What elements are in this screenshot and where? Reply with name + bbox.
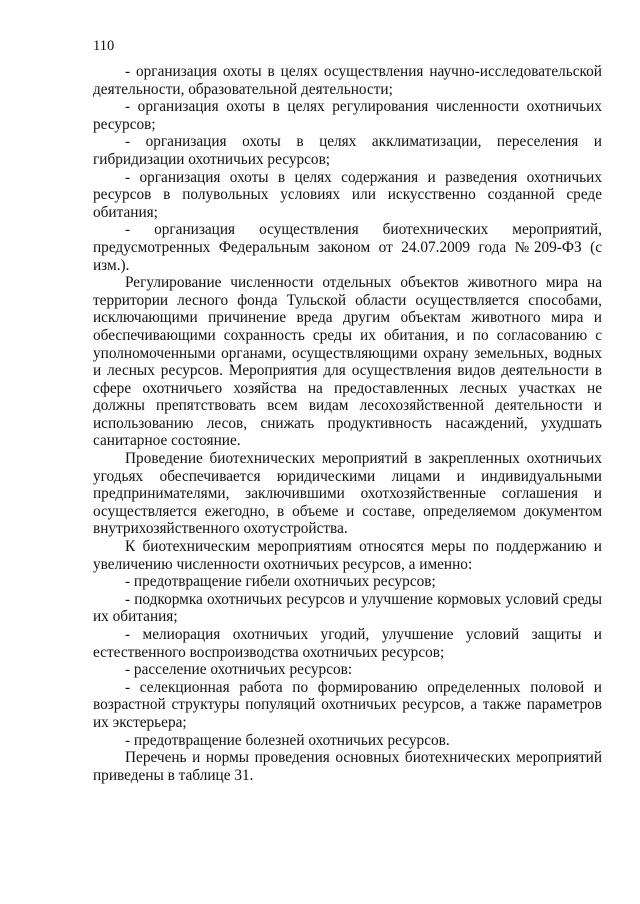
list-item-selection-work: - селекционная работа по формированию определенных половой и возрастной структуры популяций охотничьих ресурсов, а также параметров их экстерьера; [93, 678, 602, 731]
body-text [93, 63, 602, 784]
list-item-resettlement: - расселение охотничьих ресурсов: [125, 661, 353, 679]
page-number: 110 [93, 38, 115, 54]
list-item-biotechnical-measures: - организация осуществления биотехнических мероприятий, предусмотренных Федеральным законом от 24.07.2009 года №209-ФЗ (с изм.). [93, 221, 602, 274]
list-item-research-hunting: - организация охоты в целях осуществления научно-исследовательской деятельности, образовательной деятельности; [93, 63, 602, 98]
list-item-regulation-hunting: - организация охоты в целях регулирования численности охотничьих ресурсов; [93, 98, 602, 133]
paragraph-table-reference: Перечень и нормы проведения основных биотехнических мероприятий приведены в таблице 31. [93, 749, 602, 784]
list-item-death-prevention: - предотвращение гибели охотничьих ресурсов; [125, 573, 436, 591]
list-item-acclimatization-hunting: - организация охоты в целях акклиматизации, переселения и гибридизации охотничьих ресурсов; [93, 133, 602, 168]
paragraph-biotechnical-provision: Проведение биотехнических мероприятий в закрепленных охотничьих угодьях обеспечивается юридическими лицами и индивидуальными предпринимателями, заключившими охотхозяйственные соглашения и осуществляется ежегодно, в объеме и составе, определяемом документом внутрихозяйственного охотустройства. [93, 450, 602, 538]
list-item-melioration: - мелиорация охотничьих угодий, улучшение условий защиты и естественного воспроизводства охотничьих ресурсов; [93, 626, 602, 661]
list-item-disease-prevention: - предотвращение болезней охотничьих ресурсов. [125, 731, 450, 749]
paragraph-population-regulation: Регулирование численности отдельных объектов животного мира на территории лесного фонда Тульской области осуществляется способами, исключающими причинение вреда другим объектам животного мира и обеспечивающими сохранность среды их обитания, и по согласованию с уполномоченными органами, осуществляющими охрану земельных, водных и лесных ресурсов. Мероприятия для осуществления видов деятельности в сфере охотничьего хозяйства на предоставленных лесных участках не должны препятствовать всем видам лесохозяйственной деятельности и использованию лесов, снижать продуктивность насаждений, ухудшать санитарное состояние. [93, 274, 602, 450]
paragraph-biotechnical-intro: К биотехническим мероприятиям относятся меры по поддержанию и увеличению численности охотничьих ресурсов, а именно: [93, 538, 602, 573]
list-item-breeding-hunting: - организация охоты в целях содержания и разведения охотничьих ресурсов в полувольных условиях или искусственно созданной среде обитания; [93, 168, 602, 221]
list-item-feeding: - подкормка охотничьих ресурсов и улучшение кормовых условий среды их обитания; [93, 590, 602, 626]
